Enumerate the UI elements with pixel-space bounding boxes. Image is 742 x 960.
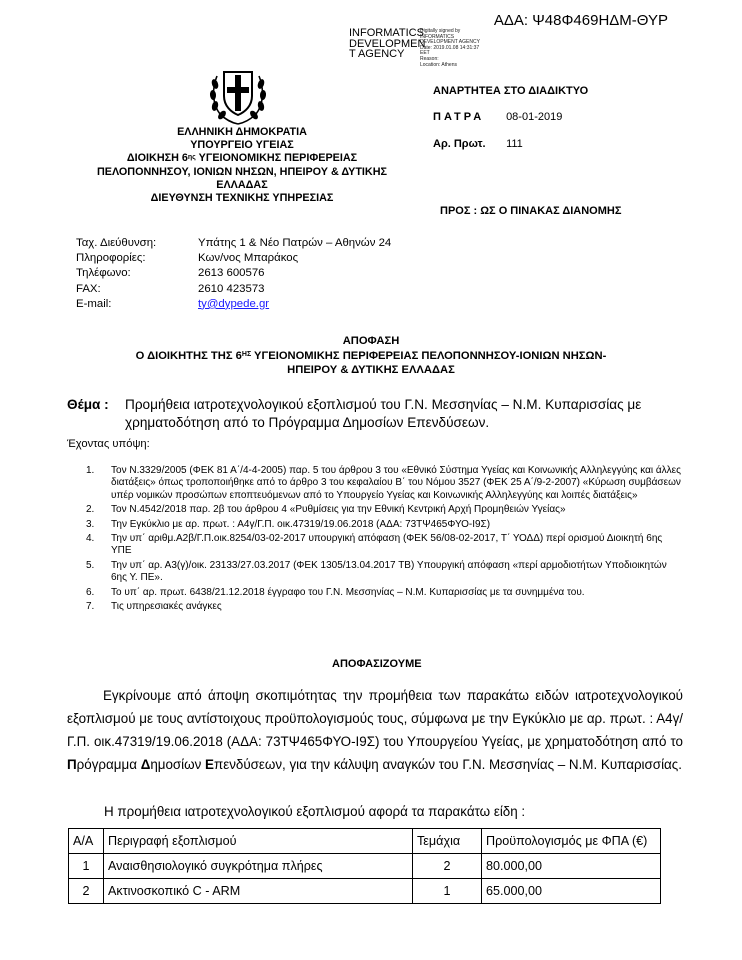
approval-paragraph [67, 684, 683, 776]
item-number: 3. [86, 518, 95, 530]
header-admin-pre: ΔΙΟΙΚΗΣΗ 6 [126, 152, 188, 165]
item-number: 1. [86, 465, 95, 476]
item-text: Την υπ΄ αριθμ.Α2β/Γ.Π.οικ.8254/03-02-2017 υπουργική απόφαση (ΦΕΚ 56/08-02-2017, Τ΄ ΥΟΔΔ) περί ορισμού Διοικητή 6ης ΥΠΕ [111, 533, 663, 557]
subject [67, 396, 683, 430]
signature-name-line: T AGENCY [349, 48, 405, 60]
contact-value: 2613 600576 [198, 267, 265, 280]
signature-detail-line: INFORMATICS [420, 33, 455, 40]
protocol-row [433, 138, 523, 150]
decide-heading: ΑΠΟΦΑΣΙΖΟΥΜΕ [332, 658, 422, 670]
issuer-header [72, 126, 412, 205]
table-cell: Αναισθησιολογικό συγκρότημα πλήρες [104, 854, 413, 879]
contact-row [76, 266, 391, 281]
list-item [86, 587, 682, 599]
email-link[interactable]: ty@dypede.gr [198, 297, 270, 310]
signature-detail-line: Digitally signed by [420, 28, 461, 34]
signature-detail-line: Location: Athens [420, 61, 457, 68]
column-header: Α/Α [69, 829, 104, 854]
decision-line [60, 349, 682, 364]
column-header: Περιγραφή εξοπλισμού [104, 829, 413, 854]
considerations-list [86, 465, 682, 615]
column-header: Τεμάχια [413, 829, 482, 854]
table-cell: Ακτινοσκοπικό C - ARM [104, 879, 413, 904]
item-text: Την Εγκύκλιο με αρ. πρωτ. : Α4γ/Γ.Π. οικ.47319/19.06.2018 (ΑΔΑ: 73ΤΨ465ΦΥΟ-Ι9Σ) [111, 518, 491, 530]
signature-detail-line: EET [420, 50, 430, 57]
place-label: ΠΑΤΡΑ [433, 111, 485, 123]
decision-line-post: ΥΓΕΙΟΝΟΜΙΚΗΣ ΠΕΡΙΦΕΡΕΙΑΣ ΠΕΛΟΠΟΝΝΗΣΟΥ-ΙΟΝΙΩΝ ΝΗΣΩΝ- [251, 349, 607, 362]
contact-row [76, 282, 391, 297]
contact-value: Υπάτης 1 & Νέο Πατρών – Αθηνών 24 [198, 237, 392, 249]
document-date: 08-01-2019 [506, 111, 563, 123]
table-cell: 1 [69, 854, 104, 879]
contact-value: Κων/νος Μπαράκος [198, 252, 299, 265]
place-date-row [433, 111, 562, 123]
contact-row [76, 251, 391, 266]
protocol-number: 111 [506, 138, 523, 150]
contact-row [76, 297, 391, 312]
item-text: Την υπ΄ αρ. Α3(γ)/οικ. 23133/27.03.2017 (ΦΕΚ 1305/13.04.2017 ΤΒ) Υπουργική απόφαση «περί αρμοδιοτήτων Υποδιοικητών 6ης Υ. ΠΕ». [111, 559, 667, 584]
contact-value: 2610 423573 [198, 282, 265, 295]
protocol-label: Αρ. Πρωτ. [433, 138, 486, 150]
table-row [69, 879, 661, 904]
decision-line-sup: ΗΣ [241, 350, 252, 358]
subject-text: Προμήθεια ιατροτεχνολογικού εξοπλισμού του Γ.Ν. Μεσσηνίας – Ν.Μ. Κυπαρισσίας με χρηματοδότηση από το Πρόγραμμα Δημοσίων Επενδύσεων. [125, 397, 642, 430]
item-number: 2. [86, 504, 95, 516]
paragraph-bold: Ε [205, 757, 214, 772]
recipients: ΠΡΟΣ : ΩΣ Ο ΠΙΝΑΚΑΣ ΔΙΑΝΟΜΗΣ [440, 205, 622, 217]
list-item [86, 560, 682, 585]
table-row [69, 854, 661, 879]
equipment-intro: Η προμήθεια ιατροτεχνολογικού εξοπλισμού αφορά τα παρακάτω είδη : [104, 804, 526, 819]
digital-signature-details [420, 29, 500, 68]
header-line: ΠΕΛΟΠΟΝΝΗΣΟΥ, ΙΟΝΙΩΝ ΝΗΣΩΝ, ΗΠΕΙΡΟΥ & ΔΥΤΙΚΗΣ [96, 165, 387, 178]
equipment-table [68, 828, 661, 904]
table-cell: 2 [69, 879, 104, 904]
column-header: Προϋπολογισμός με ΦΠΑ (€) [482, 829, 661, 854]
header-line: ΔΙΕΥΘΥΝΣΗ ΤΕΧΝΙΚΗΣ ΥΠΗΡΕΣΙΑΣ [150, 192, 334, 205]
signature-detail-line: Reason: [420, 55, 439, 62]
list-item [86, 519, 682, 531]
header-line: ΥΠΟΥΡΓΕΙΟ ΥΓΕΙΑΣ [190, 139, 294, 152]
greek-coat-of-arms-icon [207, 62, 269, 126]
signature-name-line: DEVELOPMEN [349, 37, 426, 50]
contact-details [76, 236, 391, 312]
header-line: ΕΛΛΗΝΙΚΗ ΔΗΜΟΚΡΑΤΙΑ [177, 126, 307, 138]
contact-key: FAX: [76, 282, 101, 295]
decision-line: ΗΠΕΙΡΟΥ & ΔΥΤΙΚΗΣ ΕΛΛΑΔΑΣ [287, 364, 455, 376]
paragraph-text: πενδύσεων, για την κάλυψη αναγκών του Γ.Ν. Μεσσηνίας – Ν.Μ. Κυπαρισσίας. [213, 757, 682, 772]
ada-code: ΑΔΑ: Ψ48Φ469ΗΔΜ-ΘΥΡ [493, 12, 668, 29]
item-number: 5. [86, 559, 95, 571]
signature-name-line: INFORMATICS [349, 27, 424, 39]
item-text: Τον Ν.3329/2005 (ΦΕΚ 81 Α΄/4-4-2005) παρ. 5 του άρθρου 3 του «Εθνικό Σύστημα Υγείας και Κοινωνικής Αλληλεγγύης και άλλες διατάξεις» όπως τροποποιήθηκε από το άρθρο 3 του κεφαλαίου Β΄ του Νόμου 3527 (ΦΕΚ 25 Α΄/9-2-2007) «Κύρωση συμβάσεων υπέρ νομικών προσώπων εποπτευόμενων από το Υπουργείο Υγείας και Κοινωνικής Αλληλεγγύης και λοιπές διατάξεις» [111, 465, 681, 501]
item-number: 4. [86, 533, 95, 545]
item-text: Τον Ν.4542/2018 παρ. 2β του άρθρου 4 «Ρυθμίσεις για την Εθνική Κεντρική Αρχή Προμηθειών Υγείας» [111, 504, 566, 516]
paragraph-bold: Δ [140, 757, 151, 772]
list-item [86, 601, 682, 613]
item-text: Το υπ΄ αρ. πρωτ. 6438/21.12.2018 έγγραφο του Γ.Ν. Μεσσηνίας – Ν.Μ. Κυπαρισσίας με τα συνημμένα του. [111, 586, 585, 598]
list-item [86, 465, 682, 502]
header-admin-sup: ης [187, 154, 196, 162]
header-admin-line [72, 152, 412, 165]
list-item [86, 504, 682, 516]
contact-key: Ταχ. Διεύθυνση: [76, 237, 157, 249]
subject-label: Θέμα : [67, 397, 109, 412]
item-number: 6. [86, 586, 95, 598]
contact-key: E-mail: [76, 297, 112, 310]
signature-detail-line: Date: 2019.01.08 14:31:37 [420, 44, 480, 51]
paragraph-text: Εγκρίνουμε από άποψη σκοπιμότητας την προμήθεια των παρακάτω ειδών ιατροτεχνολογικού εξοπλισμού με τους αντίστοιχους προϋπολογισμούς τους, σύμφωνα με την Εγκύκλιο με αρ. πρωτ. : Α4γ/Γ.Π. οικ.47319/19.06.2018 (ΑΔΑ: 73ΤΨ465ΦΥΟ-Ι9Σ) του Υπουργείου Υγείας, με χρηματοδότηση από το [67, 688, 683, 749]
table-cell: 2 [413, 854, 482, 879]
contact-key: Πληροφορίες: [76, 252, 146, 265]
decision-line-pre: Ο ΔΙΟΙΚΗΤΗΣ ΤΗΣ 6 [135, 349, 242, 362]
decision-heading [60, 334, 682, 378]
paragraph-text: ημοσίων [150, 757, 206, 772]
signature-detail-line: DEVELOPMENT AGENCY [420, 39, 480, 46]
table-cell: 1 [413, 879, 482, 904]
decision-title: ΑΠΟΦΑΣΗ [342, 335, 400, 347]
contact-key: Τηλέφωνο: [76, 267, 131, 280]
table-cell: 80.000,00 [482, 854, 661, 879]
item-text: Τις υπηρεσιακές ανάγκες [111, 601, 222, 613]
header-admin-post: ΥΓΕΙΟΝΟΜΙΚΗΣ ΠΕΡΙΦΕΡΕΙΑΣ [195, 152, 358, 165]
paragraph-bold: Π [67, 757, 77, 772]
table-cell: 65.000,00 [482, 879, 661, 904]
header-line: ΕΛΛΑΔΑΣ [216, 178, 268, 191]
list-item [86, 533, 682, 558]
item-number: 7. [86, 601, 95, 613]
posting-notice: ΑΝΑΡΤΗΤΕΑ ΣΤΟ ΔΙΑΔΙΚΤΥΟ [433, 85, 589, 97]
paragraph-text: ρόγραμμα [76, 757, 141, 772]
considering-label: Έχοντας υπόψη: [67, 438, 150, 450]
table-header-row [69, 829, 661, 854]
contact-row [76, 236, 391, 251]
